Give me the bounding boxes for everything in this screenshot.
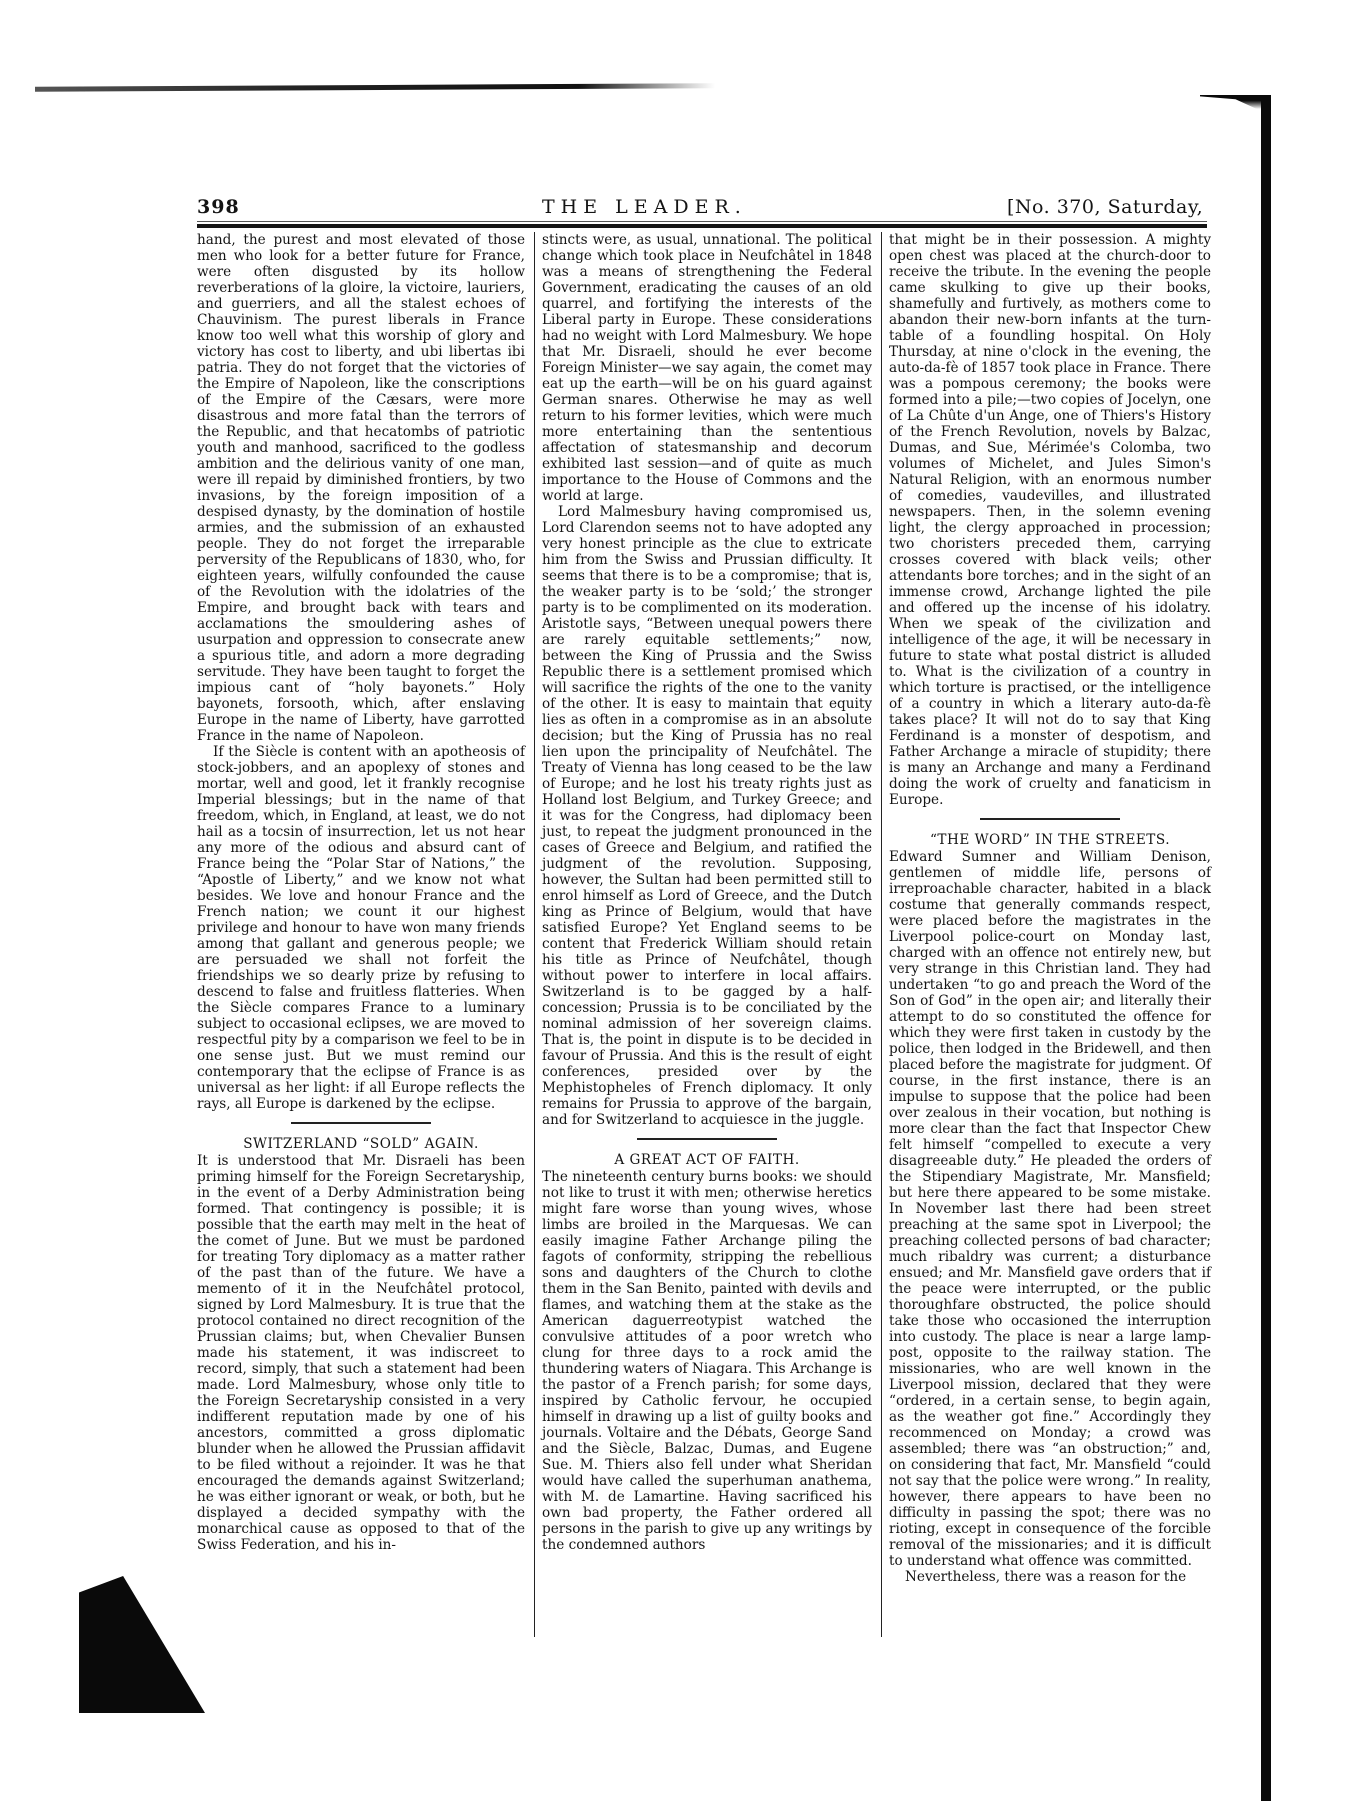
header-rule	[197, 224, 1207, 228]
paragraph: Lord Malmesbury having compromised us, Lord Clarendon seems not to have adopted any very honest principle as the clue to extricate him from the Swiss and Prussian difficulty. It seems that there is to be a compromise; that is, the weaker party is to be ‘sold;’ the stronger party is to be complimented on its moderation. Aristotle says, “Between unequal powers there are rarely equitable settlements;” now, between the King of Prussia and the Swiss Republic there is a settlement promised which will sacrifice the rights of the one to the vanity of the other. It is easy to maintain that equity lies as often in a compromise as in an absolute decision; but the King of Prussia has no real lien upon the principality of Neufchâtel. The Treaty of Vienna has long ceased to be the law of Europe; and he lost his treaty rights just as Holland lost Belgium, and Turkey Greece; and it was for the Congress, had diplomacy been just, to repeat the judgment pronounced in the cases of Greece and Belgium, and ratified the judgment of the revolution. Supposing, however, the Sultan had been permitted still to enrol himself as Lord of Greece, and the Dutch king as Prince of Belgium, would that have satisfied Europe? Yet England seems to be content that Frederick William should retain his title as Prince of Neufchâtel, though without power to interfere in local affairs. Switzerland is to be gagged by a half-concession; Prussia is to be conciliated by the nominal admission of her sovereign claims. That is, the point in dispute is to be decided in favour of Prussia. And this is the result of eight conferences, presided over by the Mephistopheles of French diplomacy. It only remains for Prussia to approve of the bargain, and for Switzerland to acquiesce in the juggle.	[542, 504, 872, 1128]
paragraph: stincts were, as usual, unnational. The political change which took place in Neufchâtel in 1848 was a means of strengthening the Federal Government, eradicating the causes of an old quarrel, and fortifying the interests of the Liberal party in Europe. These considerations had no weight with Lord Malmesbury. We hope that Mr. Disraeli, should he ever become Foreign Minister—we say again, the comet may eat up the earth—will be on his guard against German snares. Otherwise he may as well return to his former levities, which were much more entertaining than the sententious affectation of statesmanship and decorum exhibited last session—and of quite as much importance to the House of Commons and the world at large.	[542, 232, 872, 504]
paragraph: hand, the purest and most elevated of those men who look for a better future for France, were often disgusted by its hollow reverberations of la gloire, la victoire, lauriers, and guerriers, and all the stalest echoes of Chauvinism. The purest liberals in France know too well what this worship of glory and victory has cost to liberty, and ubi libertas ibi patria. They do not forget that the victories of the Empire of Napoleon, like the conscriptions of the Empire of the Cæsars, were more disastrous and more fatal than the terrors of the Republic, and that hecatombs of patriotic youth and manhood, sacrificed to the godless ambition and the delirious vanity of one man, were ill repaid by diminished frontiers, by two invasions, by the foreign imposition of a despised dynasty, by the domination of hostile armies, and the submission of an exhausted people. They do not forget the irreparable perversity of the Republicans of 1830, who, for eighteen years, wilfully confounded the cause of the Revolution with the idolatries of the Empire, and brought back with tears and acclamations the smouldering ashes of usurpation and oppression to consecrate anew a spurious title, and adorn a more degrading servitude. They have been taught to forget the impious cant of “holy bayonets.” Holy bayonets, forsooth, which, after enslaving Europe in the name of Liberty, have garrotted France in the name of Napoleon.	[197, 232, 525, 744]
scan-artifact-top	[35, 83, 715, 92]
issue-info: [No. 370, Saturday,	[1007, 196, 1204, 218]
publication-title: THE LEADER.	[542, 196, 747, 218]
paragraph: The nineteenth century burns books: we should not like to trust it with men; otherwise heretics might fare worse than young wives, whose limbs are broiled in the Marquesas. We can easily imagine Father Archange piling the fagots of conformity, stripping the rebellious sons and daughters of the Church to clothe them in the San Benito, painted with devils and flames, and watching them at the stake as the American daguerreotypist watched the convulsive attitudes of a poor wretch who clung for three days to a rock amid the thundering waters of Niagara. This Archange is the pastor of a French parish; for some days, inspired by Catholic fervour, he occupied himself in drawing up a list of guilty books and journals. Voltaire and the Débats, George Sand and the Siècle, Balzac, Dumas, and Eugene Sue. M. Thiers also fell under what Sheridan would have called the superhuman anathema, with M. de Lamartine. Having sacrificed his own bad property, the Father ordered all persons in the parish to give up any writings by the condemned authors	[542, 1169, 872, 1553]
paragraph: that might be in their possession. A mighty open chest was placed at the church-door to receive the tribute. In the evening the people came skulking to give up their books, shamefully and furtively, as mothers come to abandon their new-born infants at the turn-table of a foundling hospital. On Holy Thursday, at nine o'clock in the evening, the auto-da-fè of 1857 took place in France. There was a pompous ceremony; the books were formed into a pile;—two copies of Jocelyn, one of La Chûte d'un Ange, one of Thiers's History of the French Revolution, novels by Balzac, Dumas, and Sue, Mérimée's Colomba, two volumes of Michelet, and Jules Simon's Natural Religion, with an enormous number of comedies, vaudevilles, and illustrated newspapers. Then, in the solemn evening light, the clergy approached in procession; two choristers preceded them, carrying crosses covered with black veils; other attendants bore torches; and in the sight of an immense crowd, Archange lighted the pile and offered up the incense of his idolatry. When we speak of the civilization and intelligence of the age, it will be necessary in future to state what postal district is alluded to. What is the civilization of a country in which torture is practised, or the intelligence of a country in which a literary auto-da-fè takes place? It will not do to say that King Ferdinand is a monster of despotism, and Father Archange a miracle of stupidity; there is many an Archange and many a Ferdinand doing the work of cruelty and fanaticism in Europe.	[889, 232, 1211, 808]
article-heading: A GREAT ACT OF FAITH.	[614, 1152, 800, 1168]
column-divider	[534, 232, 535, 1637]
header-rule-thin	[197, 221, 1207, 222]
section-divider	[291, 1122, 431, 1124]
section-divider	[980, 818, 1120, 820]
column-1	[197, 232, 525, 1553]
paragraph: If the Siècle is content with an apotheosis of stock-jobbers, and an apoplexy of stones and mortar, well and good, let it frankly recognise Imperial blessings; but in the name of that freedom, which, in England, at least, we do not hail as a tocsin of insurrection, let us not hear any more of the odious and absurd cant of France being the “Polar Star of Nations,” the “Apostle of Liberty,” and we know not what besides. We love and honour France and the French nation; we count it our highest privilege and honour to have won many friends among that gallant and generous people; we are persuaded we shall not forfeit the friendships we so dearly prize by refusing to descend to false and fruitless flatteries. When the Siècle compares France to a luminary subject to occasional eclipses, we are moved to respectful pity by a comparison we feel to be in one sense just. But we must remind our contemporary that the eclipse of France is as universal as her light: if all Europe reflects the rays, all Europe is darkened by the eclipse.	[197, 744, 525, 1112]
column-divider	[881, 232, 882, 1637]
page-number: 398	[197, 196, 240, 218]
paragraph: Nevertheless, there was a reason for the	[905, 1569, 1187, 1585]
column-2	[542, 232, 872, 1553]
page-header	[197, 196, 1207, 220]
paragraph: Edward Sumner and William Denison, gentlemen of middle life, persons of irreproachable character, habited in a black costume that generally commands respect, were placed before the magistrates in the Liverpool police-court on Monday last, charged with an offence not entirely new, but very strange in this Christian land. They had undertaken “to go and preach the Word of the Son of God” in the open air; and literally their attempt to do so constituted the offence for which they were first taken in custody by the police, then lodged in the Bridewell, and then placed before the magistrate for judgment. Of course, in the first instance, there is an impulse to suppose that the police had been over zealous in their vocation, but nothing is more clear than the fact that Inspector Chew felt himself “compelled to execute a very disagreeable duty.” He pleaded the orders of the Stipendiary Magistrate, Mr. Mansfield; but here there appeared to be some mistake. In November last there had been street preaching at the same spot in Liverpool; the preaching collected persons of bad character; much ribaldry was current; a disturbance ensued; and Mr. Mansfield gave orders that if the peace were interrupted, or the public thoroughfare obstructed, the police should take those who occasioned the interruption into custody. The place is near a large lamp-post, opposite to the railway station. The missionaries, who are well known in the Liverpool mission, declared that they were “ordered, in a certain sense, to begin again, as the weather got fine.” Accordingly they recommenced on Monday; a crowd was assembled; there was “an obstruction;” and, on considering that fact, Mr. Mansfield “could not say that the police were wrong.” In reality, however, there appears to have been no difficulty in passing the spot; there was no rioting, except in consequence of the forcible removal of the missionaries; and it is difficult to understand what offence was committed.	[889, 849, 1211, 1569]
article-heading: “THE WORD” IN THE STREETS.	[929, 832, 1171, 848]
scan-artifact-shadow	[79, 1576, 205, 1713]
column-3	[889, 232, 1211, 1585]
article-heading: SWITZERLAND “SOLD” AGAIN.	[243, 1136, 479, 1152]
scan-artifact-edge	[1261, 95, 1271, 1801]
paragraph: It is understood that Mr. Disraeli has been priming himself for the Foreign Secretaryship, in the event of a Derby Administration being formed. That contingency is possible; it is possible that the earth may melt in the heat of the comet of June. But we must be pardoned for treating Tory diplomacy as a matter rather of the past than of the future. We have a memento of it in the Neufchâtel protocol, signed by Lord Malmesbury. It is true that the protocol contained no direct recognition of the Prussian claims; but, when Chevalier Bunsen made his statement, it was indiscreet to record, simply, that such a statement had been made. Lord Malmesbury, whose only title to the Foreign Secretaryship consisted in a very indifferent reputation made by one of his ancestors, committed a gross diplomatic blunder when he allowed the Prussian affidavit to be filed without a rejoinder. It was he that encouraged the demands against Switzerland; he was either ignorant or weak, or both, but he displayed a decided sympathy with the monarchical cause as opposed to that of the Swiss Federation, and his in-	[197, 1153, 525, 1553]
section-divider	[637, 1138, 777, 1140]
